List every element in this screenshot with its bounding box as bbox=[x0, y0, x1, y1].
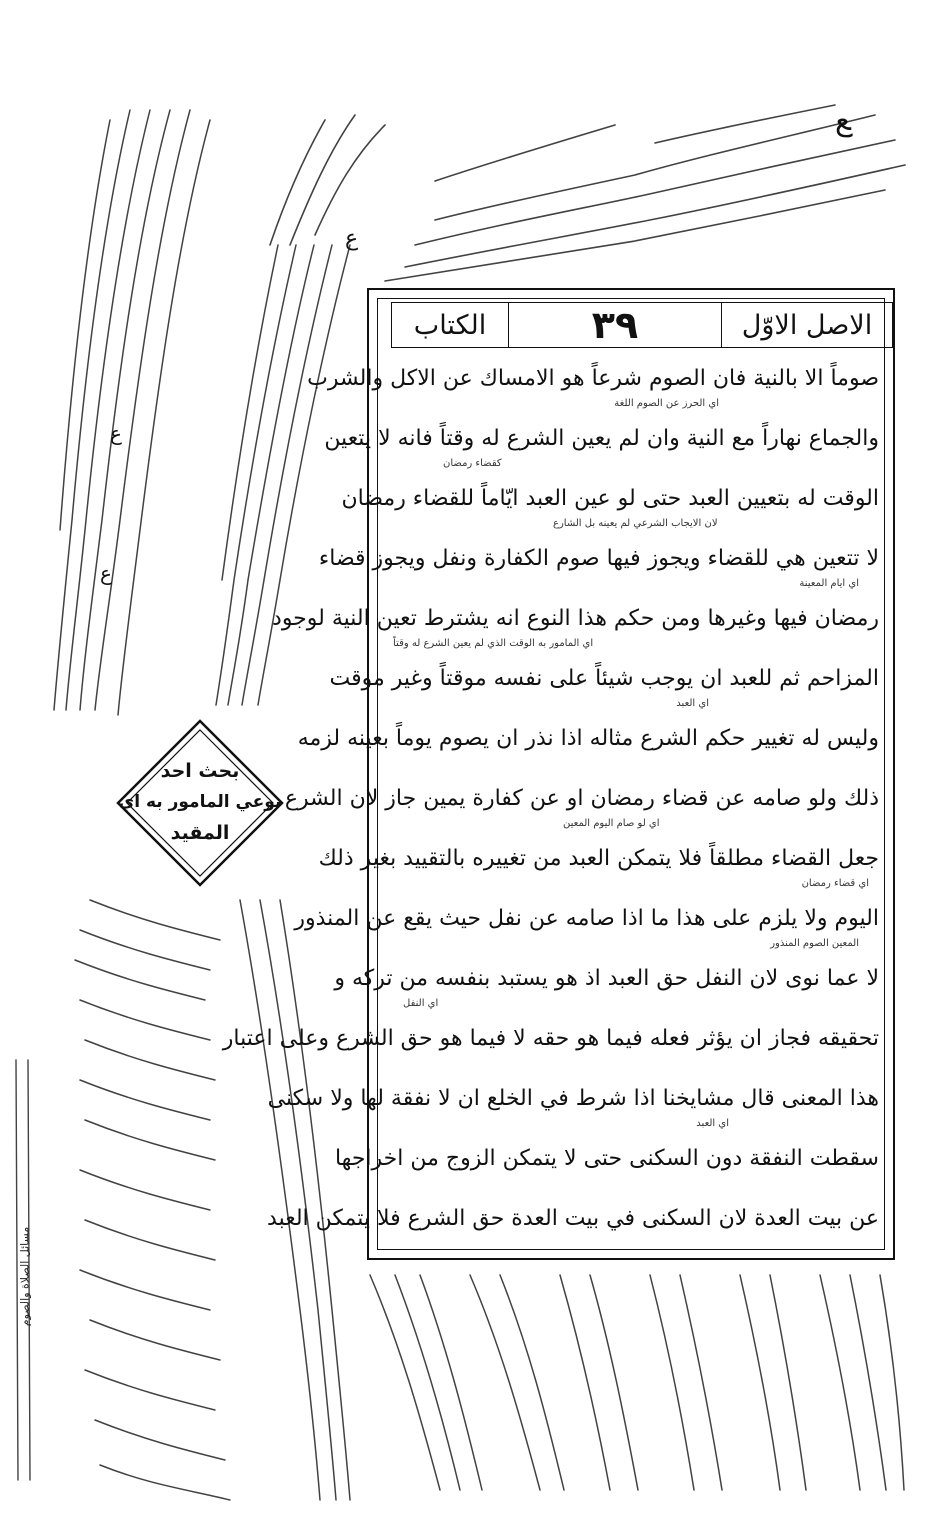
text-line-content: لا عما نوى لان النفل حق العبد اذ هو يستبد بنفسه من تركه و bbox=[334, 966, 879, 991]
section-cartouche bbox=[115, 718, 285, 888]
header-section-right: الاصل الاوّل bbox=[721, 302, 893, 348]
header-section-left: الكتاب bbox=[391, 302, 509, 348]
svg-text:ﻉ: ﻉ bbox=[110, 421, 122, 445]
text-line-content: ذلك ولو صامه عن قضاء رمضان او عن كفارة يمين جاز لان الشرع bbox=[284, 786, 879, 811]
interlinear-note: لان الايجاب الشرعي لم يعينه بل الشارع bbox=[553, 518, 718, 529]
text-line bbox=[222, 1020, 879, 1080]
text-line bbox=[272, 600, 879, 660]
page-number: ٣٩ bbox=[509, 302, 721, 348]
cartouche-line-2: نوعي المامور به اي bbox=[118, 792, 282, 812]
text-line bbox=[267, 1200, 879, 1260]
bottom-margin-gloss bbox=[360, 1265, 905, 1500]
text-line-content: المزاحم ثم للعبد ان يوجب شيئاً على نفسه موقتاً وغير موقت bbox=[329, 666, 879, 691]
text-line-content: لا تتعين هي للقضاء ويجوز فيها صوم الكفارة ونفل ويجوز قضاء bbox=[318, 546, 879, 571]
text-line-content: صوماً الا بالنية فان الصوم شرعاً هو الامساك عن الاكل والشرب bbox=[307, 366, 879, 391]
text-line-content: وليس له تغيير حكم الشرع مثاله اذا نذر ان يصوم يوماً بعينه لزمه bbox=[297, 726, 879, 751]
text-line-content: جعل القضاء مطلقاً فلا يتمكن العبد من تغييره بالتقييد بغير ذلك bbox=[318, 846, 879, 871]
text-line bbox=[318, 840, 879, 900]
interlinear-note: اي العبد bbox=[696, 1118, 729, 1129]
text-line-content: اليوم ولا يلزم على هذا ما اذا صامه عن نفل حيث يقع عن المنذور bbox=[294, 906, 879, 931]
interlinear-note: اي الحرز عن الصوم اللغة bbox=[614, 398, 719, 409]
gloss-script-lines bbox=[200, 240, 360, 710]
text-line bbox=[329, 660, 879, 720]
text-line bbox=[334, 960, 879, 1020]
main-text-frame bbox=[222, 288, 895, 1260]
text-line bbox=[294, 900, 879, 960]
cartouche-line-1: بحث احد bbox=[160, 760, 240, 782]
svg-text:ﻊ: ﻊ bbox=[835, 103, 851, 138]
text-line bbox=[318, 540, 879, 600]
main-text-body bbox=[222, 360, 879, 1236]
text-line-content: تحقيقه فجاز ان يؤثر فعله فيما هو حقه لا فيما هو حق الشرع وعلى اعتبار bbox=[222, 1026, 879, 1051]
text-line-content: الوقت له بتعيين العبد حتى لو عين العبد ايّاماً للقضاء رمضان bbox=[341, 486, 879, 511]
text-line bbox=[307, 360, 879, 420]
text-line-content: والجماع نهاراً مع النية وان لم يعين الشرع له وقتاً فانه لا يتعين bbox=[324, 426, 879, 451]
text-line bbox=[267, 1080, 879, 1140]
interlinear-note: اي المامور به الوقت الذي لم يعين الشرع له وقتاً bbox=[393, 638, 594, 649]
interlinear-note: اي قضاء رمضان bbox=[801, 878, 869, 889]
text-line bbox=[324, 420, 879, 480]
text-line-content: رمضان فيها وغيرها ومن حكم هذا النوع انه يشترط تعين النية لوجود bbox=[272, 606, 879, 631]
text-line-content: هذا المعنى قال مشايخنا اذا شرط في الخلع ان لا نفقة لها ولا سكنى bbox=[267, 1086, 879, 1111]
text-line bbox=[334, 1140, 879, 1200]
page-header bbox=[391, 302, 893, 348]
text-line bbox=[297, 720, 879, 780]
gloss-script-lines bbox=[360, 1265, 905, 1500]
interlinear-note: اي ايام المعينة bbox=[799, 578, 859, 589]
gloss-script-lines bbox=[40, 100, 215, 720]
text-line-content: سقطت النفقة دون السكنى حتى لا يتمكن الزوج من اخراجها bbox=[334, 1146, 879, 1171]
left-outer-margin-gloss bbox=[40, 100, 215, 720]
text-line bbox=[284, 780, 879, 840]
interlinear-note: كقضاء رمضان bbox=[443, 458, 502, 469]
svg-text:ﻉ: ﻉ bbox=[345, 226, 359, 251]
cartouche-line-3: المقيد bbox=[170, 822, 230, 844]
footer-margin-note: مسائل الصلاة والصوم bbox=[18, 1226, 32, 1327]
text-line-content: عن بيت العدة لان السكنى في بيت العدة حق الشرع فلا يتمكن العبد bbox=[267, 1206, 879, 1231]
interlinear-note: اي النفل bbox=[403, 998, 439, 1009]
text-line bbox=[341, 480, 879, 540]
interlinear-note: اي لو صام اليوم المعين bbox=[563, 818, 660, 829]
left-inner-margin-gloss bbox=[200, 240, 360, 710]
interlinear-note: المعين الصوم المنذور bbox=[770, 938, 859, 949]
svg-text:ﻉ: ﻉ bbox=[100, 561, 112, 585]
interlinear-note: اي العبد bbox=[676, 698, 709, 709]
